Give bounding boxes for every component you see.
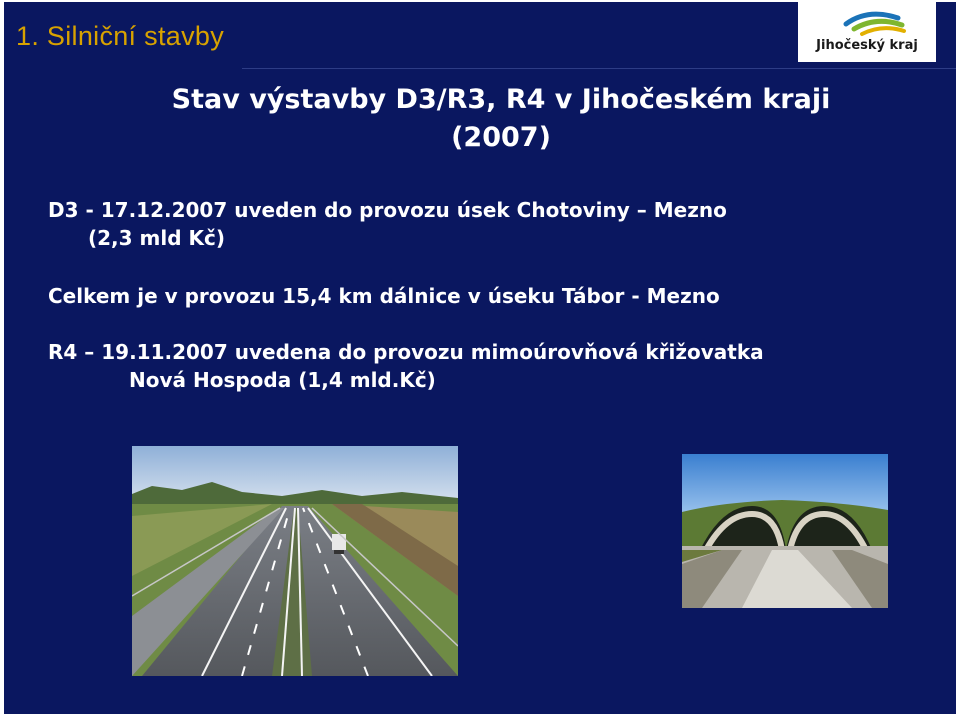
logo-waves-icon <box>798 2 936 42</box>
total-line: Celkem je v provozu 15,4 km dálnice v úseku Tábor - Mezno <box>48 284 720 308</box>
d3-line-1: D3 - 17.12.2007 uveden do provozu úsek Chotoviny – Mezno <box>48 198 727 222</box>
headline-line-1: Stav výstavby D3/R3, R4 v Jihočeském kraji <box>171 84 831 115</box>
d3-line-2: (2,3 mld Kč) <box>88 226 226 250</box>
headline-line-2: (2007) <box>451 122 551 153</box>
jihocesky-kraj-logo <box>798 2 936 62</box>
highway-photo <box>132 446 458 676</box>
slide <box>4 2 956 714</box>
header-divider <box>242 68 956 69</box>
r4-line-2: Nová Hospoda (1,4 mld.Kč) <box>129 368 436 392</box>
logo-text: Jihočeský kraj <box>816 38 918 53</box>
r4-line-1: R4 – 19.11.2007 uvedena do provozu mimoúrovňová křižovatka <box>48 340 764 364</box>
section-title: 1. Silniční stavby <box>16 21 224 51</box>
underpass-photo <box>682 454 888 608</box>
